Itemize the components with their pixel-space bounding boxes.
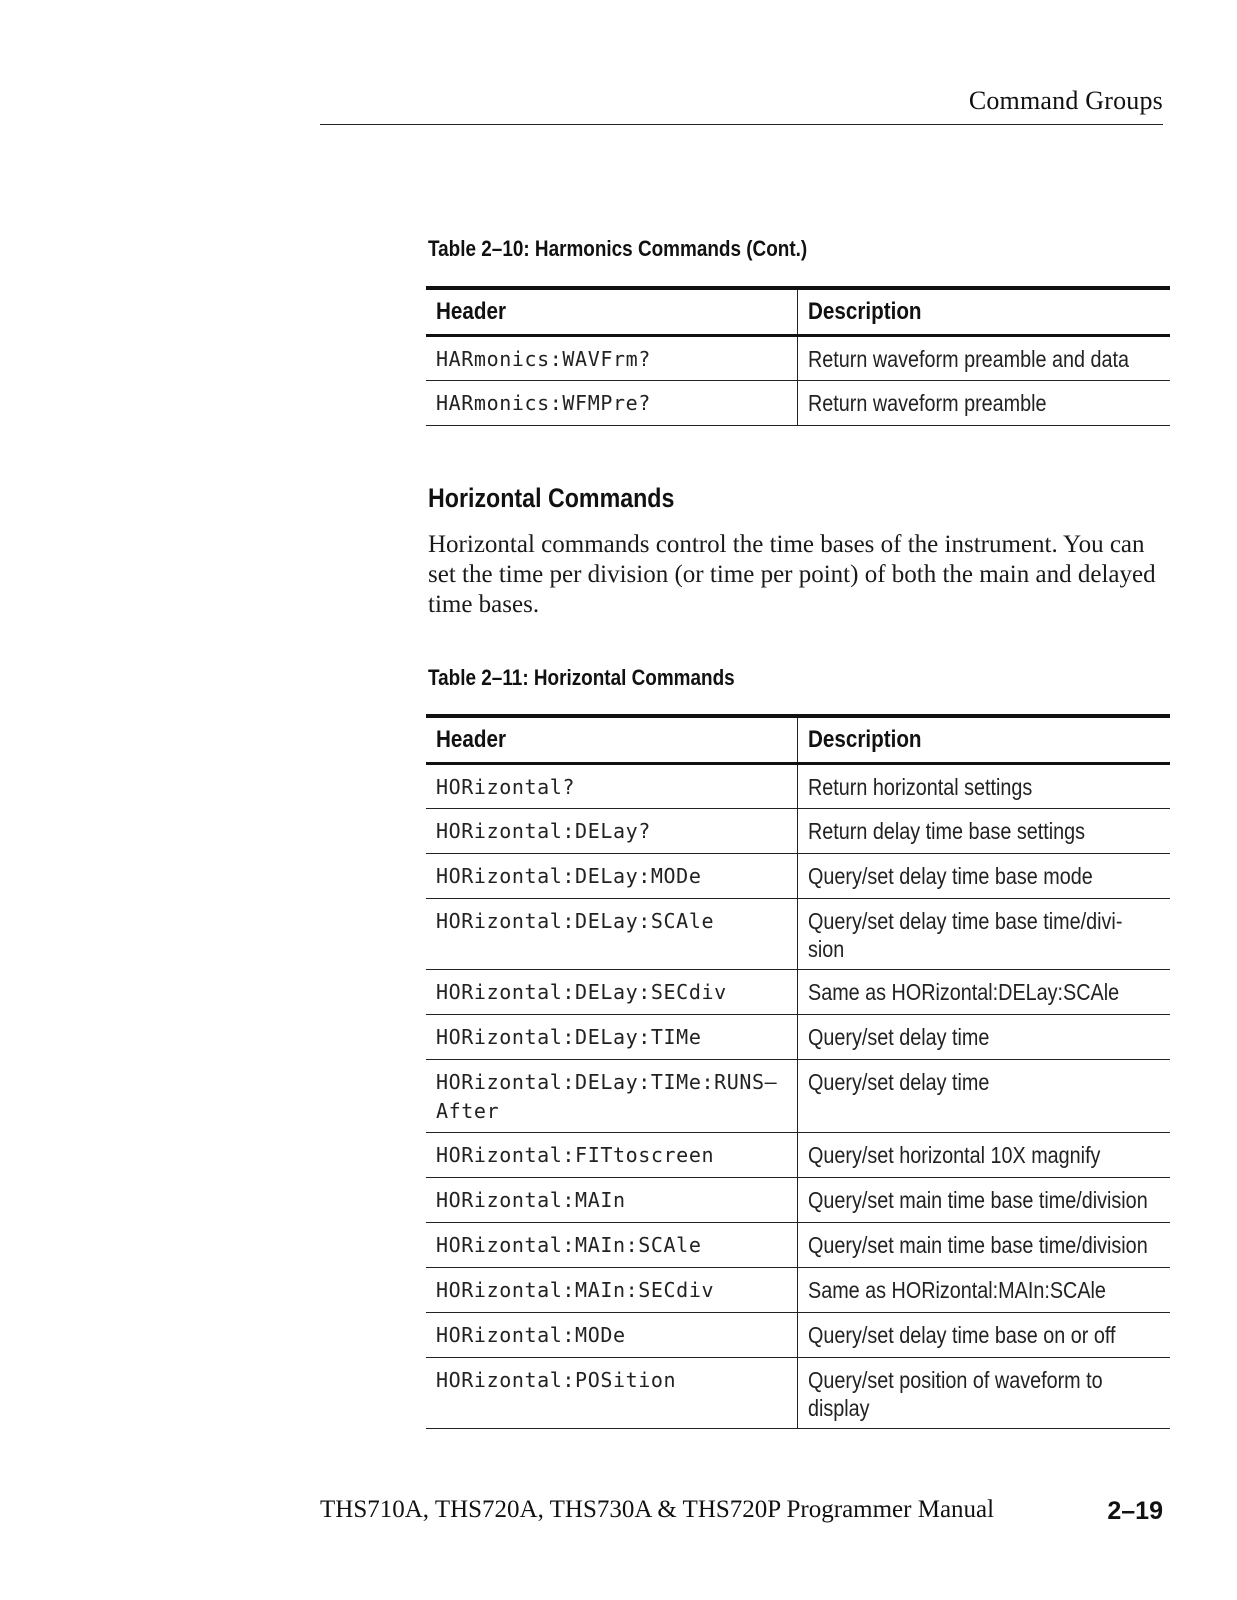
manual-title: THS710A, THS720A, THS730A & THS720P Programmer Manual <box>320 1496 995 1523</box>
command-description: Query/set delay time <box>797 1060 1170 1133</box>
command-description: Return waveform preamble <box>797 381 1170 426</box>
command-description: Query/set delay time <box>797 1015 1170 1060</box>
table-row <box>426 1223 1170 1268</box>
running-head-text: Command Groups <box>968 86 1163 115</box>
command-description: Same as HORizontal:MAIn:SCAle <box>797 1268 1170 1313</box>
table-header-row <box>426 716 1170 764</box>
command-header: HORizontal:DELay:SECdiv <box>426 970 797 1015</box>
column-header: Header <box>436 298 506 325</box>
section-body: Horizontal commands control the time bases of the instrument. You can set the time per division (or time per point) of both the main and delayed time bases. <box>428 531 1156 618</box>
command-description: Query/set delay time base mode <box>797 854 1170 899</box>
table-row <box>426 1268 1170 1313</box>
command-description: Query/set delay time base time/divi- sion <box>797 899 1170 970</box>
table-row <box>426 854 1170 899</box>
table-10-caption: Table 2–10: Harmonics Commands (Cont.) <box>428 236 808 261</box>
table-row <box>426 1015 1170 1060</box>
table-row <box>426 899 1170 970</box>
command-description: Return horizontal settings <box>797 764 1170 809</box>
column-header: Header <box>436 726 506 753</box>
command-header: HORizontal:POSition <box>426 1358 797 1429</box>
command-header: HORizontal:DELay:SCAle <box>426 899 797 970</box>
table-row <box>426 336 1170 381</box>
command-header: HORizontal? <box>426 764 797 809</box>
command-header: HORizontal:DELay:MODe <box>426 854 797 899</box>
horizontal-commands-table <box>426 714 1170 1429</box>
column-description: Description <box>797 716 1170 764</box>
command-description: Query/set horizontal 10X magnify <box>797 1133 1170 1178</box>
table-header-row <box>426 288 1170 336</box>
command-header: HORizontal:MAIn <box>426 1178 797 1223</box>
harmonics-commands-table <box>426 286 1170 426</box>
table-row <box>426 970 1170 1015</box>
command-header: HORizontal:MAIn:SCAle <box>426 1223 797 1268</box>
command-description: Query/set delay time base on or off <box>797 1313 1170 1358</box>
column-description: Description <box>797 288 1170 336</box>
command-header: HORizontal:DELay:TIMe <box>426 1015 797 1060</box>
table-row <box>426 1133 1170 1178</box>
table-row <box>426 1178 1170 1223</box>
running-head <box>320 86 1163 125</box>
table-11-caption: Table 2–11: Horizontal Commands <box>428 665 735 690</box>
table-row <box>426 381 1170 426</box>
table-row <box>426 809 1170 854</box>
command-description: Return delay time base settings <box>797 809 1170 854</box>
table-row <box>426 1313 1170 1358</box>
table-row <box>426 1358 1170 1429</box>
command-description: Query/set main time base time/division <box>797 1178 1170 1223</box>
command-header: HARmonics:WFMPre? <box>426 381 797 426</box>
command-header: HARmonics:WAVFrm? <box>426 336 797 381</box>
table-row <box>426 764 1170 809</box>
command-description: Query/set position of waveform to display <box>797 1358 1170 1429</box>
command-header: HORizontal:MODe <box>426 1313 797 1358</box>
command-description: Query/set main time base time/division <box>797 1223 1170 1268</box>
command-header: HORizontal:DELay? <box>426 809 797 854</box>
command-description: Same as HORizontal:DELay:SCAle <box>797 970 1170 1015</box>
command-header: HORizontal:MAIn:SECdiv <box>426 1268 797 1313</box>
table-row <box>426 1060 1170 1133</box>
command-description: Return waveform preamble and data <box>797 336 1170 381</box>
command-header: HORizontal:FITtoscreen <box>426 1133 797 1178</box>
command-header: HORizontal:DELay:TIMe:RUNS– After <box>426 1060 797 1133</box>
page-number: 2–19 <box>1107 1497 1163 1525</box>
section-heading: Horizontal Commands <box>428 483 675 513</box>
